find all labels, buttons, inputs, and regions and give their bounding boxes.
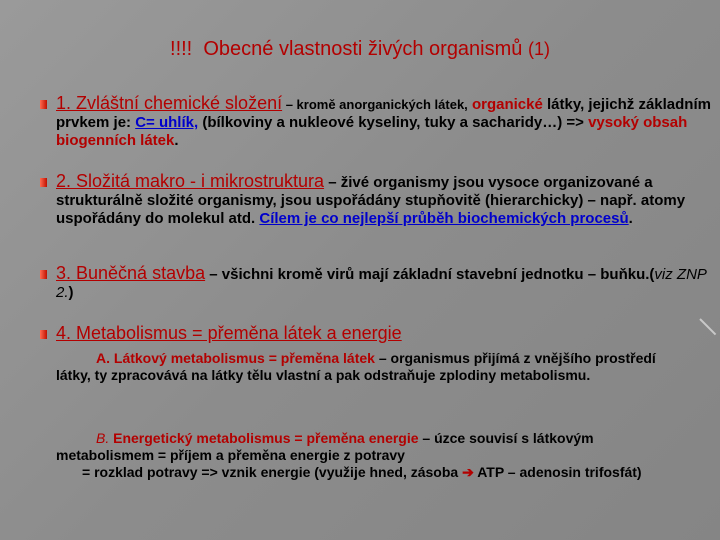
bullet-icon xyxy=(40,330,47,339)
title-prefix: !!!! xyxy=(170,38,193,60)
sub-a-title: Látkový metabolismus = přeměna látek xyxy=(113,350,375,366)
arrow-right-icon: ➔ xyxy=(462,464,474,480)
slide-title xyxy=(0,38,720,61)
sub-b-text-3: ATP – adenosin trifosfát) xyxy=(477,464,642,480)
item-3-heading: 3. Buněčná stavba xyxy=(56,263,206,283)
sub-b xyxy=(56,430,666,481)
item-1-biogenic: vysoký obsah biogenních látek xyxy=(56,114,688,149)
item-3-end: ) xyxy=(68,284,74,301)
item-3-ref: viz ZNP 2. xyxy=(56,266,707,301)
item-1-end: . xyxy=(174,132,179,149)
sub-b-title: Energetický metabolismus = přeměna energie xyxy=(113,430,419,446)
item-1 xyxy=(56,94,716,150)
item-1-dash: – kromě anorganických látek, xyxy=(282,97,468,112)
item-4 xyxy=(56,324,716,344)
item-1-carbon: C= uhlík, xyxy=(135,114,199,131)
item-1-text-b: (bílkoviny a nukleové kyseliny, tuky a sacharidy…) => xyxy=(202,114,584,131)
sub-b-label: B. xyxy=(96,430,110,446)
sub-b-text: – úzce souvisí s látkovým metabolismem = příjem a přeměna energie z potravy xyxy=(56,430,594,463)
sub-a-label: A. xyxy=(96,350,110,366)
bullet-icon xyxy=(40,270,47,279)
item-2-text: – živé organismy jsou vysoce organizované a strukturálně složité organismy, jsou uspořádány stupňovitě (hierarchicky) – např. atomy uspořádány do molekul atd. xyxy=(56,174,686,227)
item-2-end: . xyxy=(628,210,633,227)
item-4-heading: 4. Metabolismus = přeměna látek a energie xyxy=(56,323,402,343)
item-2-goal: Cílem je co nejlepší průběh biochemických procesů xyxy=(259,210,629,227)
bullet-icon xyxy=(40,178,47,187)
item-2 xyxy=(56,172,716,228)
item-1-organic: organické xyxy=(471,96,543,113)
title-text: Obecné vlastnosti živých organismů xyxy=(203,38,523,60)
item-2-heading: 2. Složitá makro - i mikrostruktura xyxy=(56,171,325,191)
title-number: (1) xyxy=(527,39,550,59)
item-1-heading: 1. Zvláštní chemické složení xyxy=(56,93,283,113)
sub-b-text-2: = rozklad potravy => vznik energie (využije hned, zásoba xyxy=(82,464,459,480)
item-1-text-a: látky, jejichž základním prvkem je: xyxy=(56,96,711,131)
item-3-text: – všichni kromě virů mají základní stavební jednotku – buňku.( xyxy=(205,266,655,283)
sub-a xyxy=(56,350,666,384)
item-3 xyxy=(56,264,716,302)
bullet-icon xyxy=(40,100,47,109)
sub-a-text: – organismus přijímá z vnějšího prostředí látky, ty zpracovává na látky tělu vlastní a pak odstraňuje zplodiny metabolismu. xyxy=(56,350,656,383)
